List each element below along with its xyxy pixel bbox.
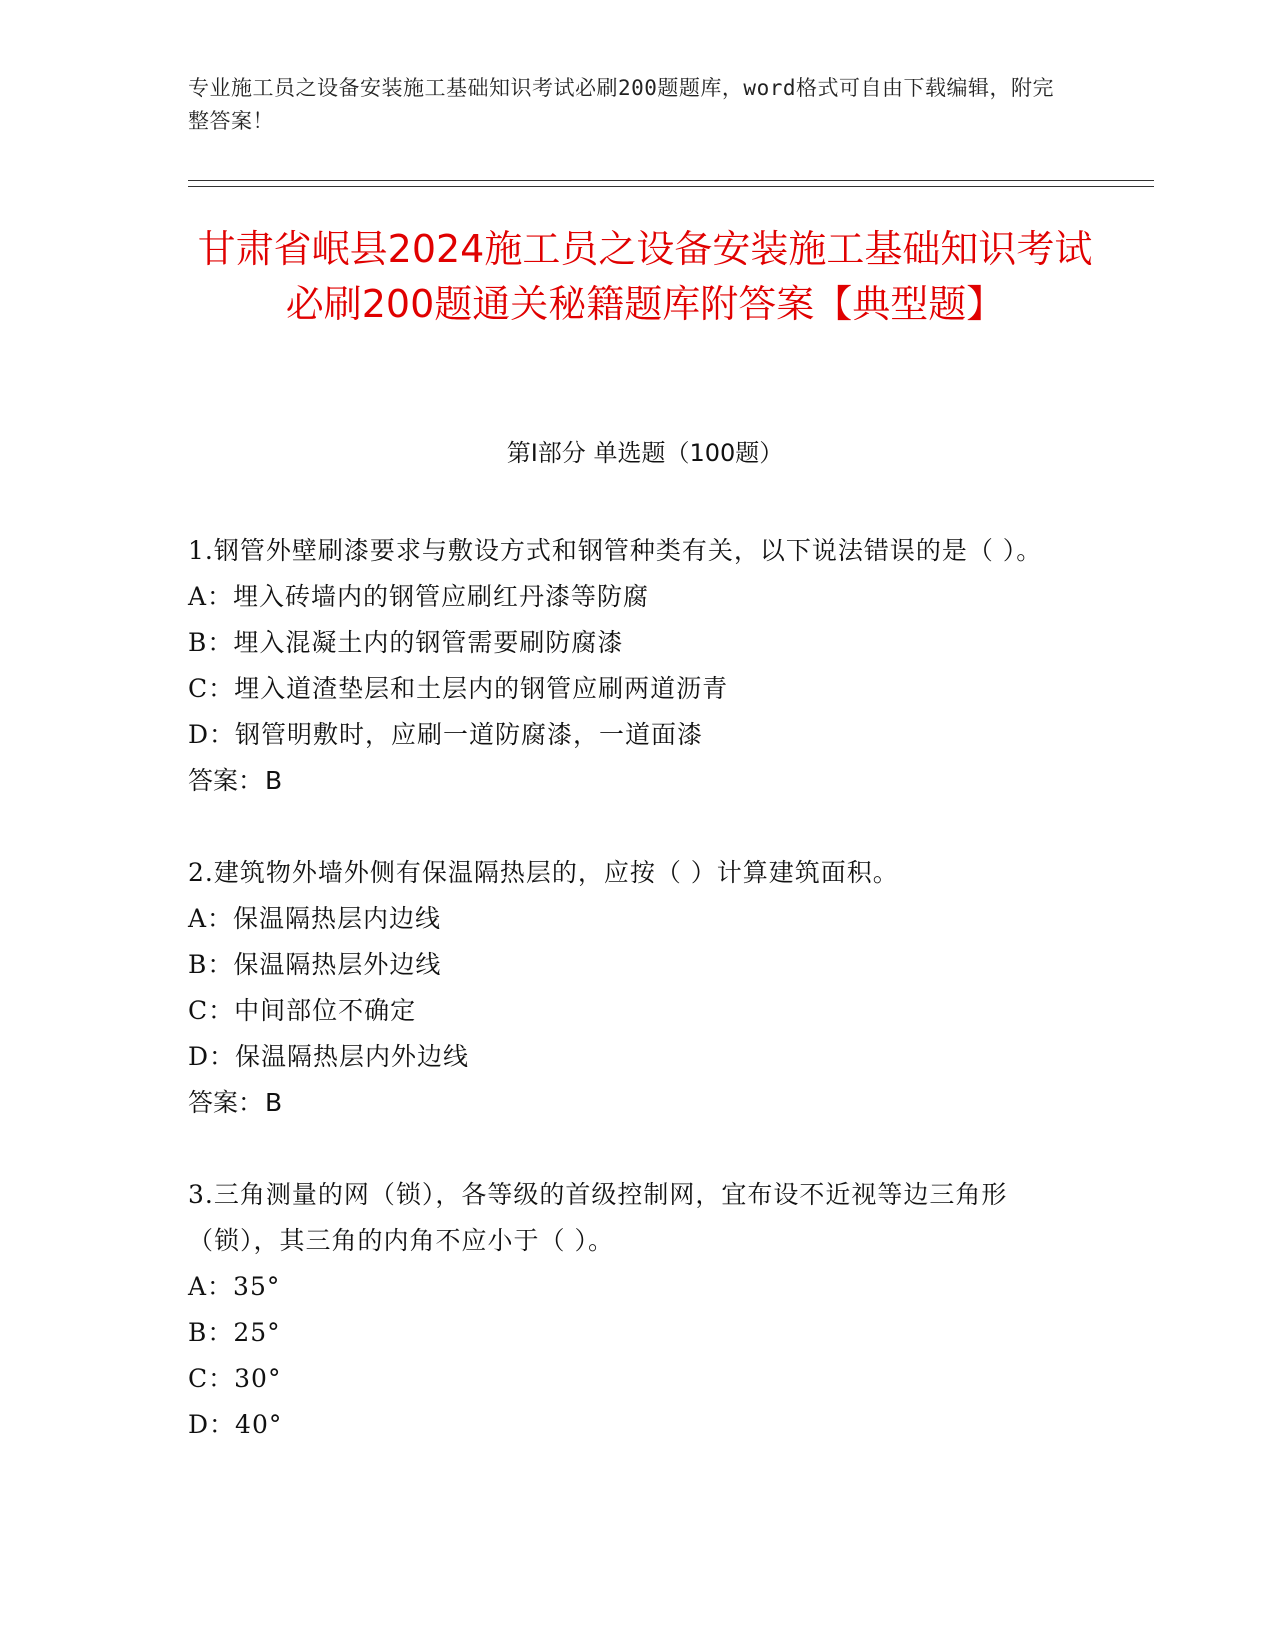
option-c: C：30° xyxy=(188,1364,282,1393)
option-a: A：埋入砖墙内的钢管应刷红丹漆等防腐 xyxy=(188,582,650,611)
question-list xyxy=(188,528,1068,1494)
answer-line xyxy=(188,1080,1068,1126)
header-divider-bottom xyxy=(188,186,1154,187)
header-divider-top xyxy=(188,180,1154,181)
option-a: A：35° xyxy=(188,1272,281,1301)
section-heading: 第I部分 单选题（100题） xyxy=(506,439,784,467)
option-d: D：保温隔热层内外边线 xyxy=(188,1042,470,1071)
answer-value: B xyxy=(265,1088,283,1117)
option-c: C：中间部位不确定 xyxy=(188,996,417,1025)
document-title: 甘肃省岷县2024施工员之设备安装施工基础知识考试必刷200题通关秘籍题库附答案【典型题】 xyxy=(197,227,1093,326)
answer-label: 答案： xyxy=(188,766,264,795)
question-stem: 3.三角测量的网（锁），各等级的首级控制网，宜布设不近视等边三角形（锁），其三角的内角不应小于（ ）。 xyxy=(188,1180,1008,1255)
question-3 xyxy=(188,1172,1068,1448)
answer-value: B xyxy=(265,766,283,795)
question-1 xyxy=(188,528,1068,804)
header-note: 专业施工员之设备安装施工基础知识考试必刷200题题库，word格式可自由下载编辑，附完整答案！ xyxy=(188,76,1054,133)
answer-label: 答案： xyxy=(188,1088,264,1117)
option-c: C：埋入道渣垫层和土层内的钢管应刷两道沥青 xyxy=(188,674,729,703)
question-stem: 1.钢管外壁刷漆要求与敷设方式和钢管种类有关，以下说法错误的是（ ）。 xyxy=(188,536,1043,565)
option-b: B：保温隔热层外边线 xyxy=(188,950,442,979)
option-b: B：25° xyxy=(188,1318,281,1347)
question-stem: 2.建筑物外墙外侧有保温隔热层的，应按（ ）计算建筑面积。 xyxy=(188,858,899,887)
option-d: D：钢管明敷时，应刷一道防腐漆，一道面漆 xyxy=(188,720,704,749)
option-a: A：保温隔热层内边线 xyxy=(188,904,442,933)
question-2 xyxy=(188,850,1068,1126)
option-b: B：埋入混凝土内的钢管需要刷防腐漆 xyxy=(188,628,624,657)
answer-line xyxy=(188,758,1068,804)
option-d: D：40° xyxy=(188,1410,283,1439)
